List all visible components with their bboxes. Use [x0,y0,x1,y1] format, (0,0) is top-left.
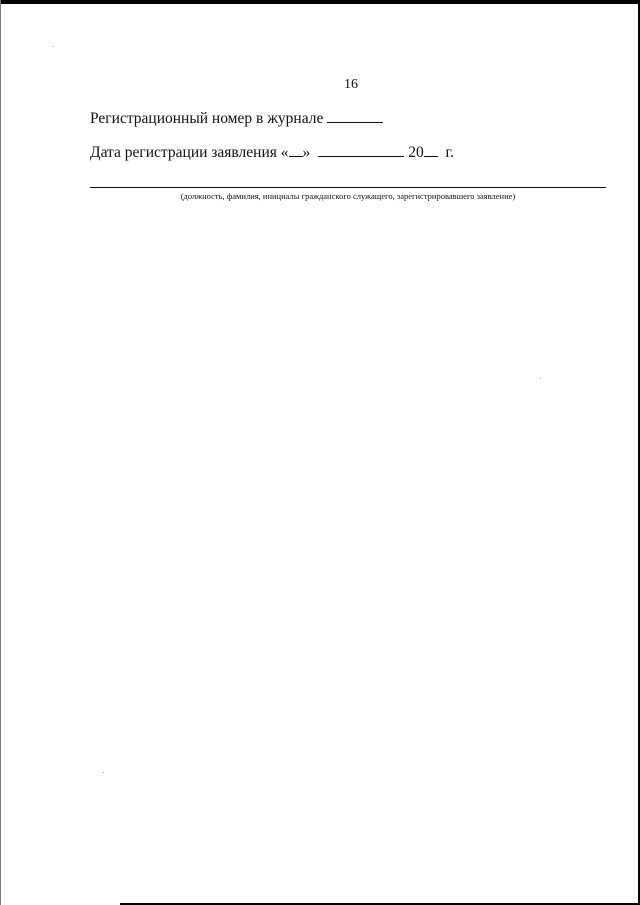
day-blank [289,142,303,157]
scan-speck [103,772,104,773]
journal-number-label: Регистрационный номер в журнале [90,110,324,127]
signature-caption: (должность, фамилия, инициалы гражданского служащего, зарегистрировавшего заявление) [180,191,516,201]
month-blank [318,142,404,157]
year-prefix: 20 [408,144,424,161]
journal-number-line [90,108,383,128]
year-suffix: г. [445,144,454,161]
signature-line [90,187,606,188]
scan-speck [52,46,53,47]
year-blank [424,142,438,157]
registration-date-label: Дата регистрации заявления « [90,144,289,161]
date-quote-close: » [302,144,311,161]
scan-border-left [0,0,1,905]
scan-border-top [0,0,640,4]
page-number: 16 [344,77,358,92]
registration-date-line [90,142,454,162]
journal-number-blank [327,108,383,123]
scan-speck [540,378,541,379]
